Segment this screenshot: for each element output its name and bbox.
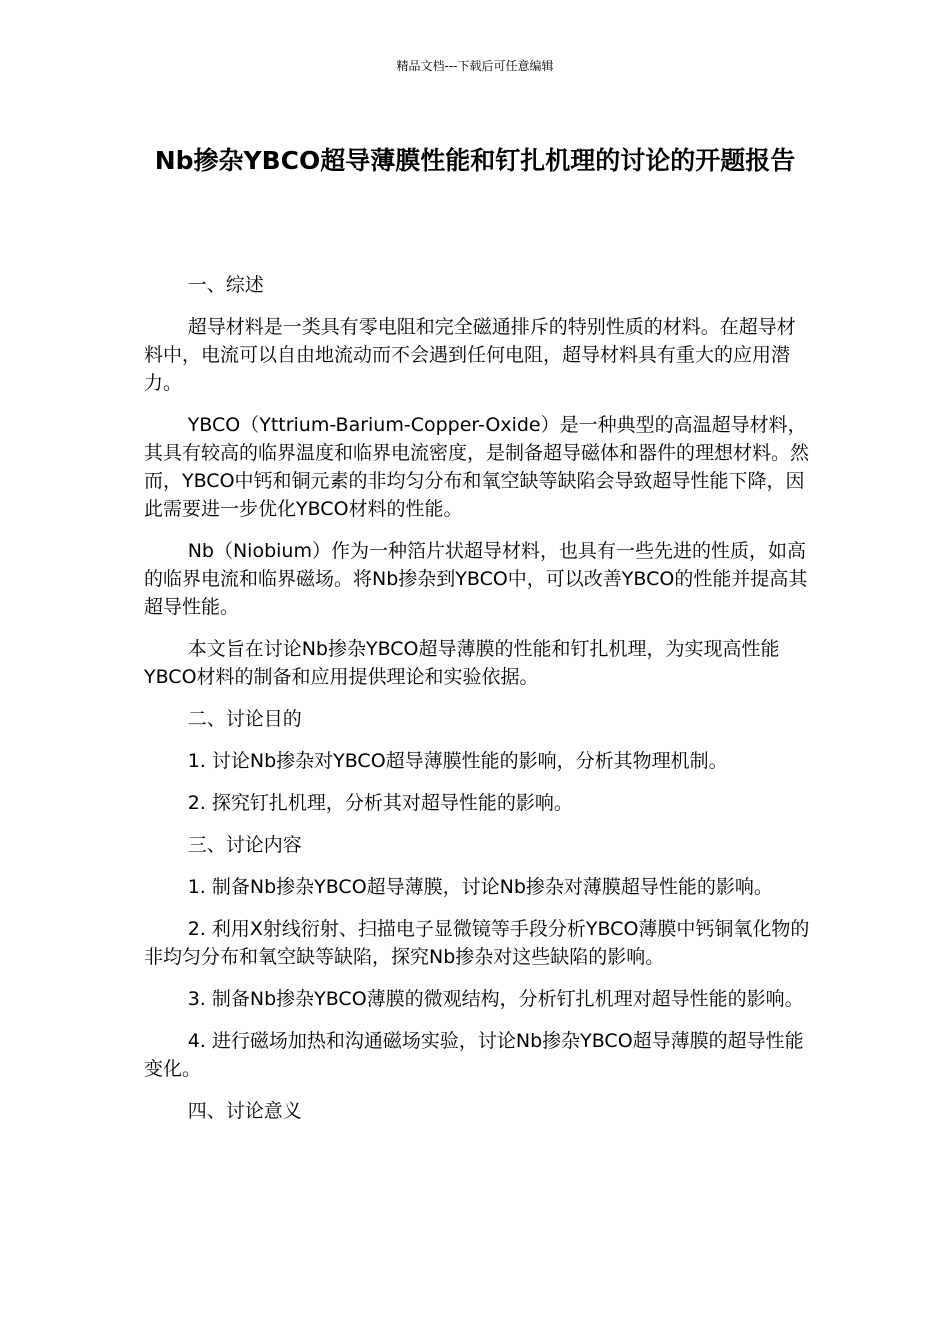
list-item: 2. 利用X射线衍射、扫描电子显微镜等手段分析YBCO薄膜中钙铜氧化物的非均匀分布和氧空缺等缺陷，探究Nb掺杂对这些缺陷的影响。 [144,918,810,968]
list-item: 2. 探究钉扎机理，分析其对超导性能的影响。 [187,792,573,814]
paragraph: 本文旨在讨论Nb掺杂YBCO超导薄膜的性能和钉扎机理，为实现高性能YBCO材料的制备和应用提供理论和实验依据。 [144,638,780,688]
section-heading-purpose: 二、讨论目的 [187,708,302,730]
list-item: 1. 制备Nb掺杂YBCO超导薄膜，讨论Nb掺杂对薄膜超导性能的影响。 [187,876,773,898]
document-body [144,271,812,1139]
section-heading-overview: 一、综述 [187,274,264,296]
section-heading-significance: 四、讨论意义 [187,1100,302,1122]
paragraph: Nb（Niobium）作为一种箔片状超导材料，也具有一些先进的性质，如高的临界电流和临界磁场。将Nb掺杂到YBCO中，可以改善YBCO的性能并提高其超导性能。 [144,540,808,618]
list-item: 4. 进行磁场加热和沟通磁场实验，讨论Nb掺杂YBCO超导薄膜的超导性能变化。 [144,1030,804,1080]
header-note: 精品文档---下载后可任意编辑 [396,59,554,73]
paragraph: YBCO（Yttrium-Barium-Copper-Oxide）是一种典型的高温超导材料，其具有较高的临界温度和临界电流密度，是制备超导磁体和器件的理想材料。然而，YBCO中钙和铜元素的非均匀分布和氧空缺等缺陷会导致超导性能下降，因此需要进一步优化YBCO材料的性能。 [144,414,810,520]
document-title: Nb掺杂YBCO超导薄膜性能和钉扎机理的讨论的开题报告 [154,146,796,175]
list-item: 3. 制备Nb掺杂YBCO薄膜的微观结构，分析钉扎机理对超导性能的影响。 [187,988,804,1010]
paragraph: 超导材料是一类具有零电阻和完全磁通排斥的特别性质的材料。在超导材料中，电流可以自由地流动而不会遇到任何电阻，超导材料具有重大的应用潜力。 [144,316,796,394]
section-heading-content: 三、讨论内容 [187,834,302,856]
list-item: 1. 讨论Nb掺杂对YBCO超导薄膜性能的影响，分析其物理机制。 [187,750,728,772]
